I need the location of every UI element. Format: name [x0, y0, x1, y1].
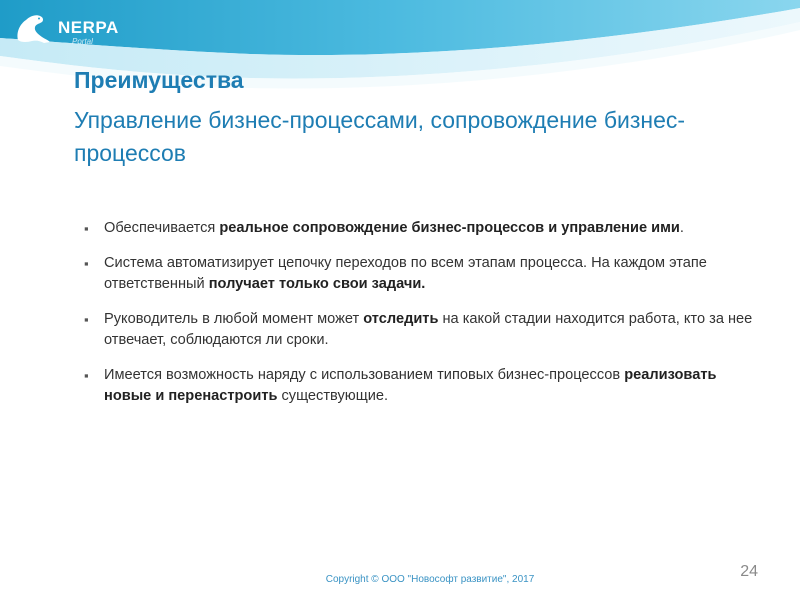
list-item	[80, 309, 760, 351]
list-item	[80, 253, 760, 295]
bullet-text: Система автоматизирует цепочку переходов по всем этапам процесса. На каждом этапе ответственный	[104, 255, 707, 292]
bullet-text: .	[679, 220, 684, 236]
bullet-text-bold: реальное сопровождение бизнес-процессов и управление ими	[219, 220, 680, 236]
bullet-text: существующие.	[277, 388, 389, 404]
seal-icon	[10, 10, 54, 46]
logo-text: NERPA	[58, 18, 119, 37]
bullet-icon: ▪	[84, 368, 89, 383]
logo-subtext: Portal	[72, 37, 93, 46]
list-item	[80, 365, 760, 407]
bullet-icon: ▪	[84, 256, 89, 271]
list-item	[80, 218, 760, 239]
bullet-icon: ▪	[84, 312, 89, 327]
bullet-text: на какой стадии находится работа, кто за нее отвечает, соблюдаются ли сроки.	[104, 311, 753, 348]
bullet-text-bold: отследить	[363, 311, 439, 327]
page-title: Преимущества	[74, 67, 244, 93]
page-subtitle: Управление бизнес-процессами, сопровождение бизнес-процессов	[74, 107, 686, 166]
page-number: 24	[740, 563, 758, 580]
bullet-text-bold: получает только свои задачи.	[208, 276, 426, 292]
bullet-text: Руководитель в любой момент может	[104, 311, 364, 327]
copyright-text: Copyright © ООО "Новософт развитие", 2017	[325, 574, 535, 585]
bullet-text: Имеется возможность наряду с использованием типовых бизнес-процессов	[104, 367, 625, 383]
header-banner	[0, 0, 800, 120]
bullet-text-bold: реализовать новые и перенастроить	[104, 367, 717, 404]
nerpa-logo[interactable]	[10, 8, 120, 48]
bullet-list	[80, 218, 760, 421]
bullet-icon: ▪	[84, 221, 89, 236]
bullet-text: Обеспечивается	[104, 220, 220, 236]
